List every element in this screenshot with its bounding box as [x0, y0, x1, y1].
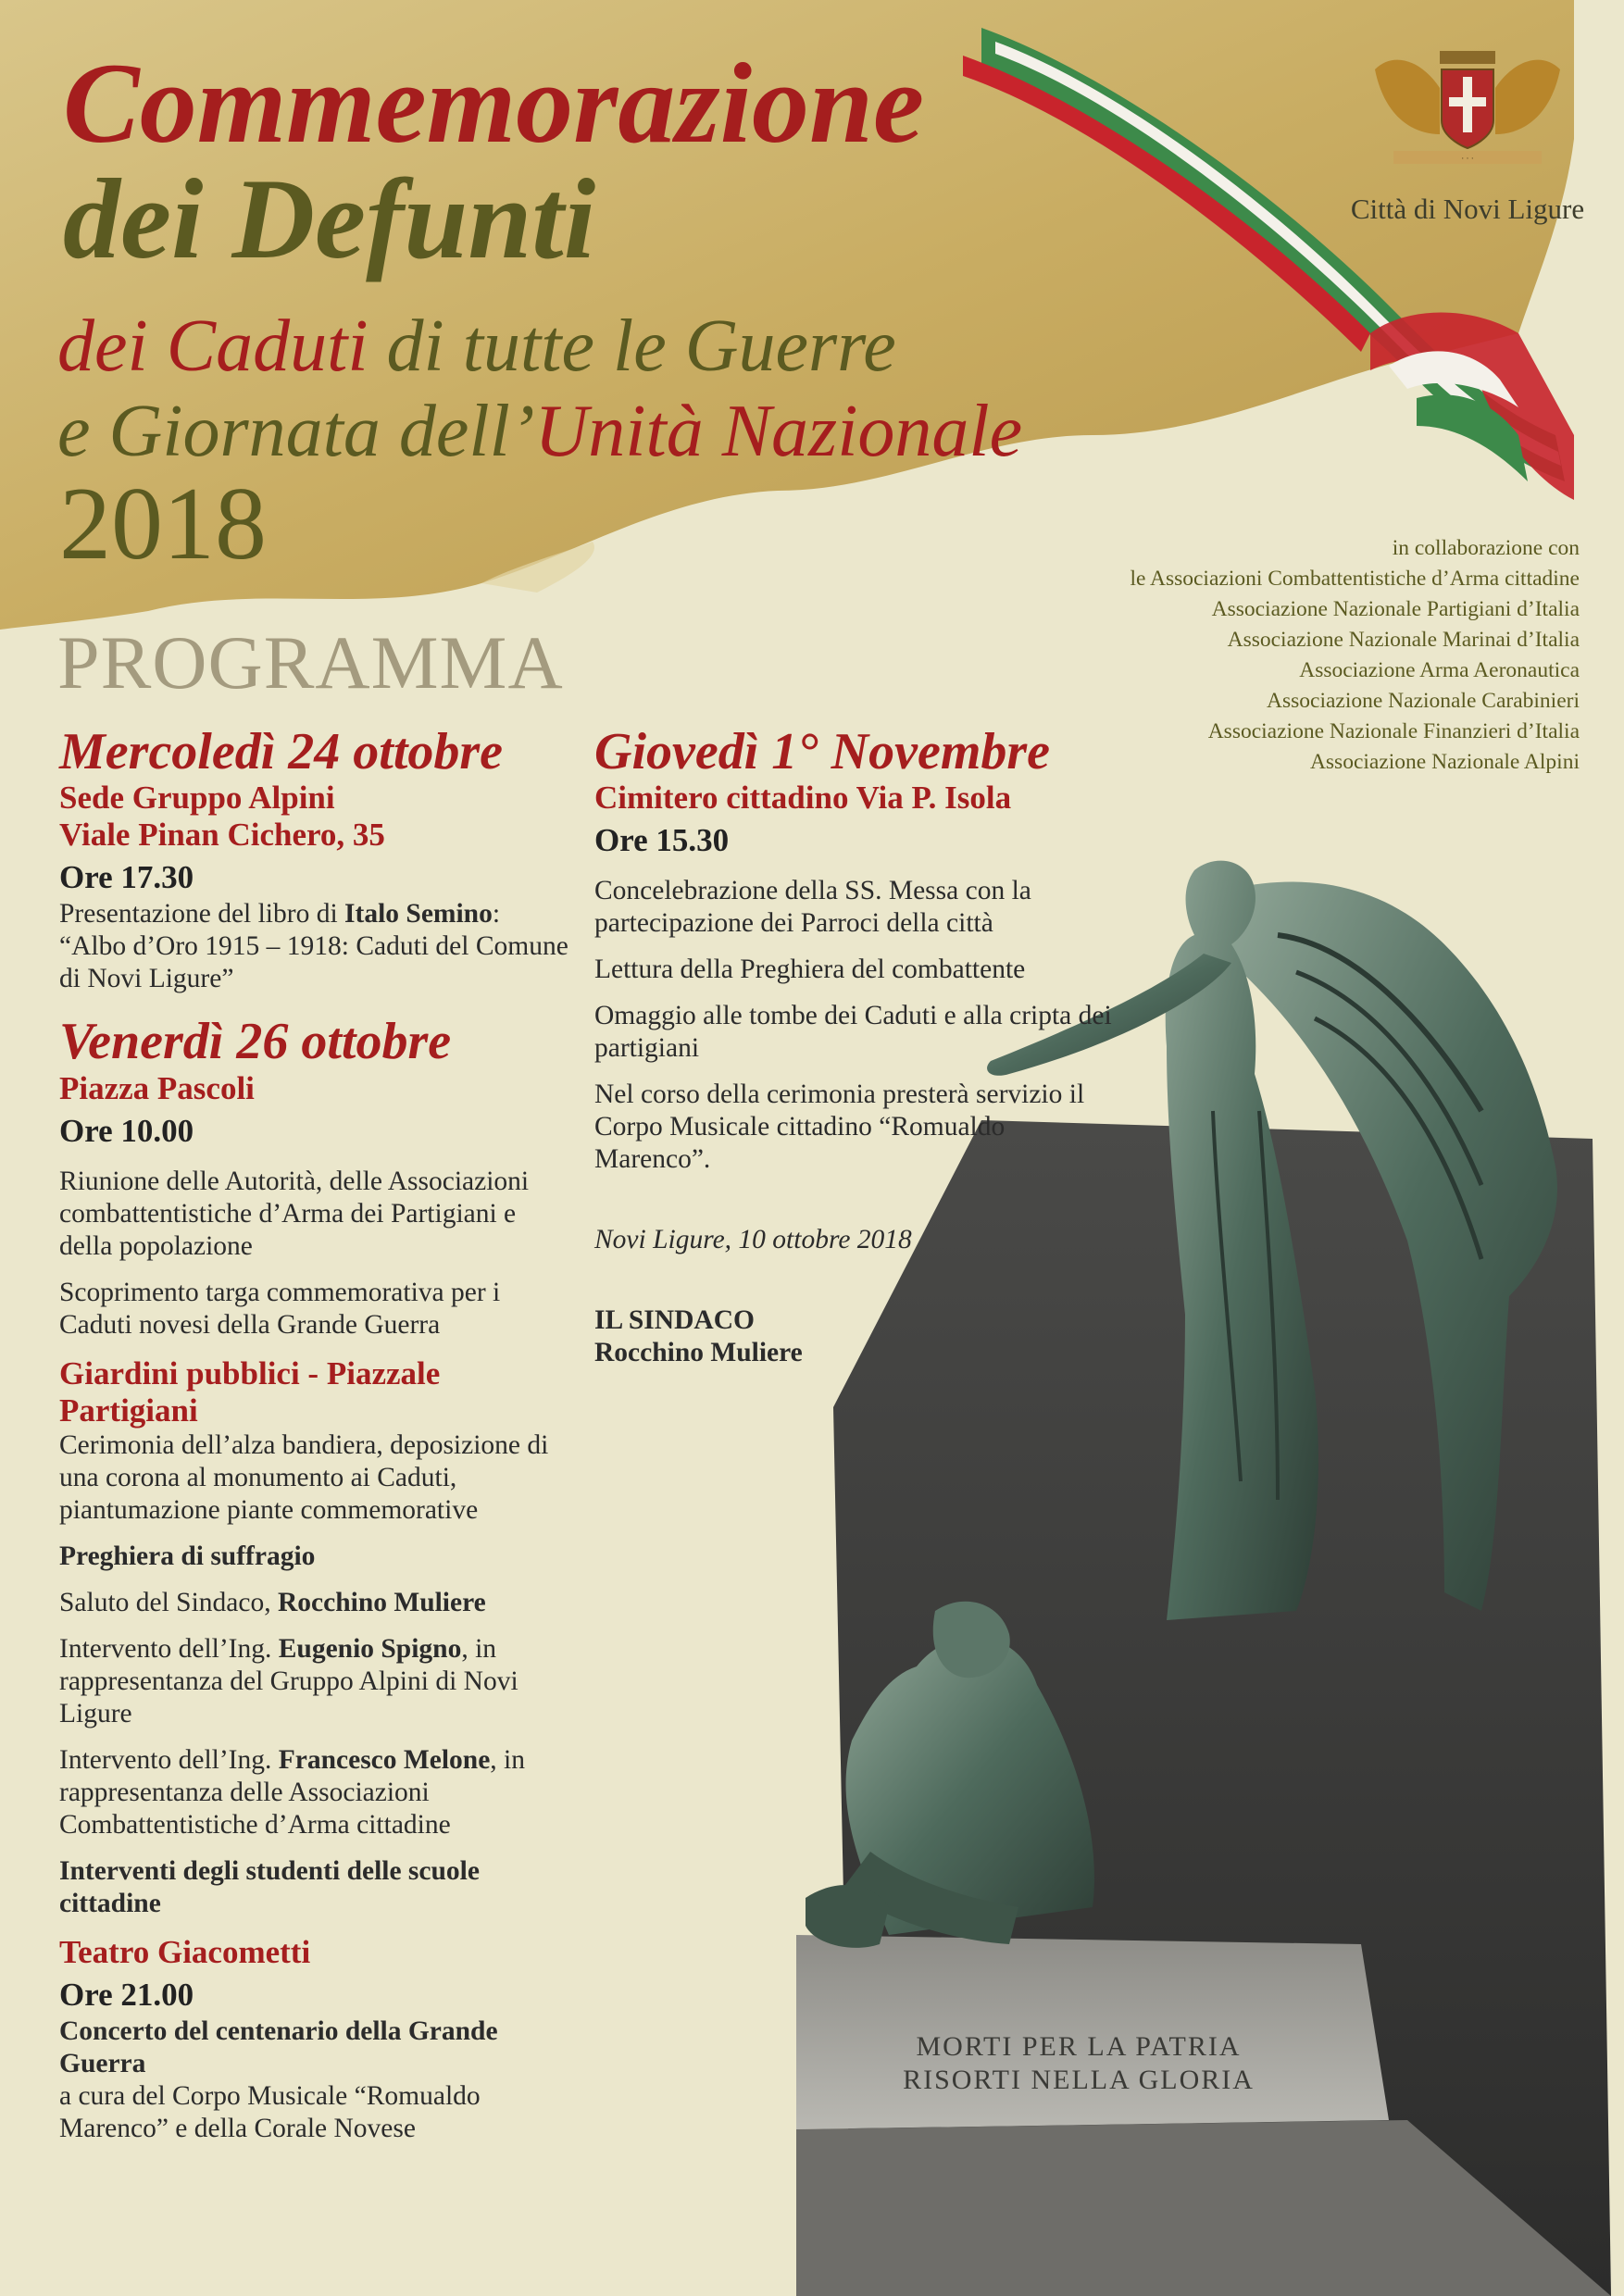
friday-time-evening: Ore 21.00: [59, 1976, 194, 2013]
friday-time: Ore 10.00: [59, 1112, 194, 1149]
coat-of-arms-icon: [1356, 32, 1579, 171]
friday-item-corpo-musicale: a cura del Corpo Musicale “Romualdo Marenco” e della Corale Novese: [59, 2080, 481, 2143]
program-left-column: [59, 724, 573, 2145]
subtitle-line-2: [57, 391, 1023, 472]
friday-item-melone: Intervento dell’Ing. Francesco Melone, in rappresentanza delle Associazioni Combattentistiche d’Arma cittadine: [59, 1744, 525, 1840]
author-name: Italo Semino: [344, 899, 493, 930]
day-wednesday-heading: Mercoledì 24 ottobre: [59, 723, 504, 780]
friday-item-riunione: Riunione delle Autorità, delle Associazioni combattentistiche d’Arma dei Partigiani e della popolazione: [59, 1166, 530, 1261]
signature-date: Novi Ligure, 10 ottobre 2018: [594, 1225, 912, 1255]
title-line-2: dei Defunti: [63, 156, 596, 282]
collab-line: Associazione Nazionale Partigiani d’Italia: [1211, 597, 1580, 621]
collab-line: Associazione Nazionale Carabinieri: [1267, 689, 1580, 713]
year: 2018: [59, 467, 267, 581]
friday-item-cerimonia: Cerimonia dell’alza bandiera, deposizione di una corona al monumento ai Caduti, piantumazione piante commemorative: [59, 1429, 549, 1525]
subtitle-red-unita: Unità Nazionale: [534, 391, 1023, 472]
thursday-item-corpo-musicale: Nel corso della cerimonia presterà servizio il Corpo Musicale cittadino “Romualdo Marenco”.: [594, 1079, 1085, 1175]
thursday-item-messa: Concelebrazione della SS. Messa con la partecipazione dei Parroci della città: [594, 876, 1031, 939]
friday-item-saluto: Saluto del Sindaco, Rocchino Muliere: [59, 1587, 486, 1617]
collab-line: Associazione Nazionale Alpini: [1309, 750, 1580, 774]
city-label: Città di Novi Ligure: [1350, 193, 1585, 225]
day-friday-heading: Venerdì 26 ottobre: [59, 1013, 452, 1071]
thursday-item-omaggio: Omaggio alle tombe dei Caduti e alla cripta dei partigiani: [594, 1001, 1112, 1064]
collab-line: le Associazioni Combattentistiche d’Arma cittadine: [1130, 567, 1580, 591]
subtitle-rest-1: di tutte le Guerre: [368, 306, 896, 387]
wednesday-place: Sede Gruppo Alpini: [59, 780, 335, 817]
program-right-column: [594, 724, 1113, 1369]
signature-title: IL SINDACO: [594, 1305, 755, 1336]
wednesday-time: Ore 17.30: [59, 859, 194, 896]
friday-place-giardini: Giardini pubblici - Piazzale Partigiani: [59, 1354, 441, 1429]
subtitle-red-caduti: dei Caduti: [57, 306, 369, 387]
signature-name: Rocchino Muliere: [594, 1338, 803, 1368]
book-presentation: Presentazione del libro di Italo Semino: “Albo d’Oro 1915 – 1918: Caduti del Comune di Novi Ligure”: [59, 899, 568, 994]
day-thursday-heading: Giovedì 1° Novembre: [594, 723, 1051, 780]
programma-heading: PROGRAMMA: [57, 620, 564, 705]
wednesday-address: Viale Pinan Cichero, 35: [59, 817, 385, 854]
monument-inscription-line1: MORTI PER LA PATRIA: [916, 2031, 1242, 2062]
svg-text:· · ·: · · ·: [1461, 154, 1474, 163]
friday-item-studenti: Interventi degli studenti delle scuole cittadine: [59, 1855, 480, 1918]
friday-item-spigno: Intervento dell’Ing. Eugenio Spigno, in rappresentanza del Gruppo Alpini di Novi Ligure: [59, 1633, 518, 1728]
subtitle-line-1: [57, 306, 896, 387]
friday-item-preghiera: Preghiera di suffragio: [59, 1541, 316, 1571]
subtitle-start-2: e Giornata dell’: [57, 391, 535, 472]
thursday-place: Cimitero cittadino Via P. Isola: [594, 780, 1012, 817]
collab-line: Associazione Arma Aeronautica: [1299, 658, 1580, 682]
thursday-item-preghiera: Lettura della Preghiera del combattente: [594, 955, 1026, 985]
title-line-1: Commemorazione: [63, 40, 925, 167]
mayor-name: Rocchino Muliere: [277, 1587, 486, 1617]
collab-line: Associazione Nazionale Finanzieri d’Italia: [1207, 719, 1580, 743]
friday-place-teatro: Teatro Giacometti: [59, 1933, 311, 1970]
thursday-time: Ore 15.30: [594, 822, 730, 859]
friday-item-concerto: Concerto del centenario della Grande Guerra: [59, 2015, 498, 2078]
collab-line: Associazione Nazionale Marinai d’Italia: [1227, 628, 1580, 652]
friday-item-targa: Scoprimento targa commemorativa per i Caduti novesi della Grande Guerra: [59, 1277, 501, 1340]
monument-inscription-line2: RISORTI NELLA GLORIA: [903, 2065, 1255, 2095]
collab-line: in collaborazione con: [1392, 536, 1580, 560]
friday-place: Piazza Pascoli: [59, 1069, 255, 1106]
